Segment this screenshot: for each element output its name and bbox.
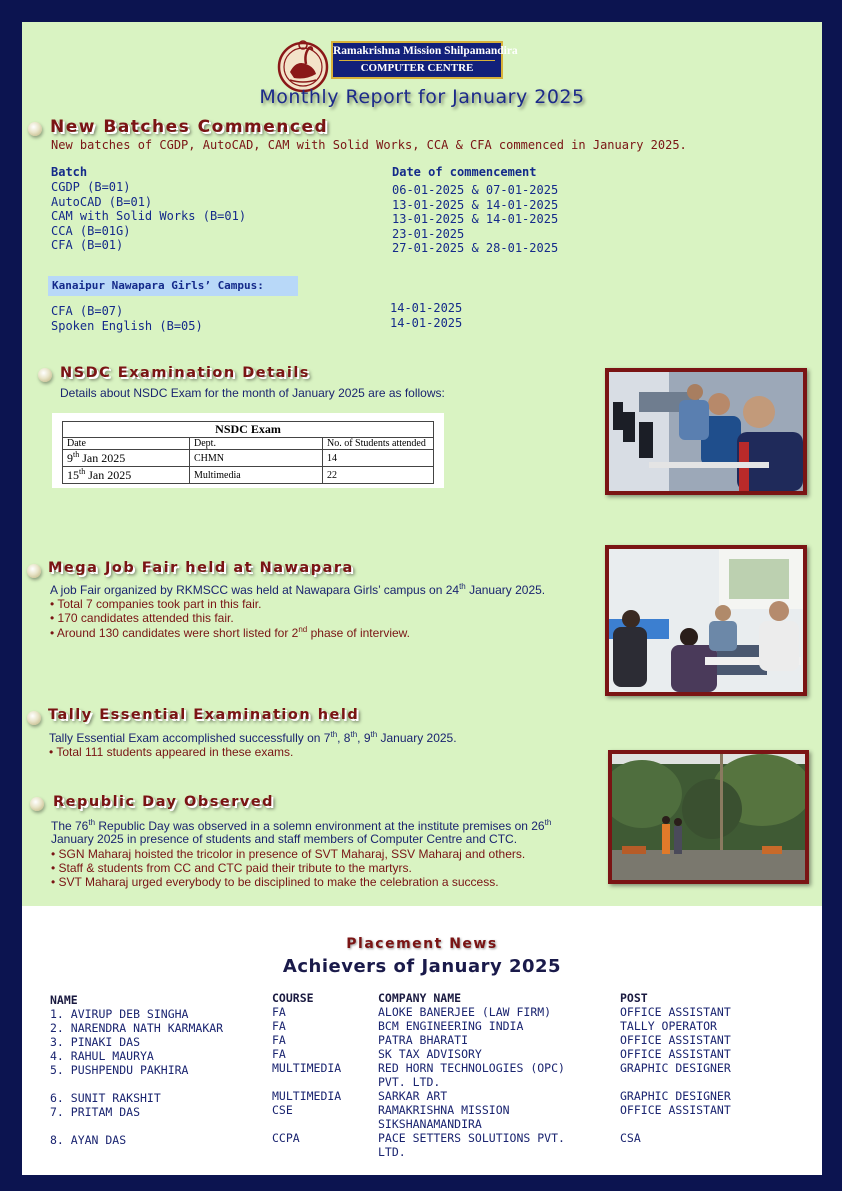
achiever-company: PACE SETTERS SOLUTIONS PVT. [378,1131,565,1145]
section-bullet-icon [27,711,41,725]
post-col-header: POST [620,991,648,1005]
superscript: th [370,730,378,739]
batch-name: AutoCAD (B=01) [51,194,153,209]
republic-day-photo [608,750,809,884]
job-fair-bullet: • Total 7 companies took part in this fair. [50,597,262,611]
nsdc-date-day: 15 [67,468,79,482]
row-spacer [272,1117,341,1131]
campus-batch-name: CFA (B=07) [51,304,124,318]
nsdc-date-cell [63,450,190,467]
campus-batch-list [51,304,203,333]
job-fair-bullet-text: • Around 130 candidates were short listed for 2 [50,626,299,640]
batch-name: CCA (B=01G) [51,223,131,238]
tally-line [49,730,457,745]
achiever-name: 4. RAHUL MAURYA [50,1049,154,1063]
nsdc-count-cell: 14 [323,450,434,467]
batch-date: 27-01-2025 & 28-01-2025 [392,241,559,255]
achiever-company: SK TAX ADVISORY [378,1047,482,1061]
company-col-header: COMPANY NAME [378,991,462,1005]
achiever-name: 2. NARENDRA NATH KARMAKAR [50,1021,224,1035]
campus-label-box [48,276,298,296]
nsdc-date-day: 9 [67,451,73,465]
achiever-post: GRAPHIC DESIGNER [620,1061,731,1075]
achiever-name: 8. AYAN DAS [50,1133,127,1147]
campus-batch-date: 14-01-2025 [390,301,463,315]
course-col-header: COURSE [272,991,314,1005]
org-sub: COMPUTER CENTRE [360,62,474,74]
achiever-name: 3. PINAKI DAS [50,1035,141,1049]
nsdc-dept-cell: Multimedia [190,467,323,484]
achiever-course: FA [272,1019,286,1033]
batch-date: 06-01-2025 & 07-01-2025 [392,183,559,197]
republic-bullet: • SVT Maharaj urged everybody to be disciplined to make the celebration a success. [51,875,499,889]
superscript: th [88,818,96,827]
job-fair-bullet: • 170 candidates attended this fair. [50,611,234,625]
republic-heading: Republic Day Observed [53,794,275,810]
achiever-company: SARKAR ART [378,1089,448,1103]
nsdc-table [62,421,434,484]
placement-posts [620,991,731,1145]
job-fair-heading: Mega Job Fair held at Nawapara [48,560,354,576]
placement-courses [272,991,341,1145]
tally-bullet: • Total 111 students appeared in these exams. [49,745,294,759]
tally-text: , 8 [337,731,351,745]
new-batches-heading: New Batches Commenced [50,117,329,137]
achiever-post: OFFICE ASSISTANT [620,1033,731,1047]
org-name: Ramakrishna Mission Shilpamandira [333,45,518,57]
achiever-course: MULTIMEDIA [272,1061,342,1075]
batch-name: CAM with Solid Works (B=01) [51,209,247,223]
achiever-course: FA [272,1005,286,1019]
nsdc-count-cell: 22 [323,467,434,484]
achiever-name: 7. PRITAM DAS [50,1105,141,1119]
campus-label: Kanaipur Nawapara Girls’ Campus: [52,279,264,292]
nsdc-table-title: NSDC Exam [63,422,434,438]
org-divider [339,60,495,61]
row-spacer [620,1075,731,1089]
date-col-header: Date of commencement [392,165,537,179]
nsdc-date-cell [63,467,190,484]
achiever-post: OFFICE ASSISTANT [620,1103,731,1117]
achiever-name: 5. PUSHPENDU PAKHIRA [50,1063,189,1077]
republic-bullet: • SGN Maharaj hoisted the tricolor in presence of SVT Maharaj, SSV Maharaj and others. [51,847,526,861]
tally-heading: Tally Essential Examination held [48,707,360,723]
nsdc-intro: Details about NSDC Exam for the month of January 2025 are as follows: [60,386,445,400]
row-spacer [620,1117,731,1131]
nsdc-date-rest: Jan 2025 [85,468,132,482]
batch-list [51,180,246,253]
superscript: th [544,818,552,827]
section-bullet-icon [28,122,42,136]
republic-line: January 2025 in presence of students and staff members of Computer Centre and CTC. [51,832,518,846]
achiever-post: TALLY OPERATOR [620,1019,717,1033]
republic-text: Republic Day was observed in a solemn environment at the institute premises on 26 [95,819,545,833]
achiever-company: RED HORN TECHNOLOGIES (OPC) [378,1061,565,1075]
campus-batch-name: Spoken English (B=05) [51,318,203,333]
achiever-company-cont: PVT. LTD. [378,1075,441,1089]
placement-companies [378,991,565,1159]
achiever-company-cont: LTD. [378,1145,406,1159]
nsdc-col-header: Dept. [190,438,323,450]
placement-heading: Placement News [346,936,498,952]
achiever-course: CCPA [272,1131,300,1145]
report-page [22,22,822,1175]
job-fair-intro-text: A job Fair organized by RKMSCC was held at Nawapara Girls’ campus on 24 [50,583,460,597]
achiever-name: 1. AVIRUP DEB SINGHA [50,1007,189,1021]
achievers-heading: Achievers of January 2025 [282,956,562,977]
achiever-course: FA [272,1047,286,1061]
republic-line [51,818,551,833]
superscript: nd [298,625,308,634]
row-spacer [50,1077,223,1091]
achiever-name: 6. SUNIT RAKSHIT [50,1091,161,1105]
row-spacer [272,1075,341,1089]
section-bullet-icon [27,564,41,578]
job-fair-bullet-text: phase of interview. [307,626,410,640]
batch-col-header: Batch [51,165,88,179]
tally-text: Tally Essential Exam accomplished successfully on 7 [49,731,331,745]
nsdc-date-sup: th [79,467,86,476]
nsdc-date-rest: Jan 2025 [79,451,126,465]
batch-date: 13-01-2025 & 14-01-2025 [392,212,559,226]
table-row [63,467,434,484]
achiever-course: MULTIMEDIA [272,1089,342,1103]
achiever-company-cont: SIKSHANAMANDIRA [378,1117,482,1131]
achiever-post: OFFICE ASSISTANT [620,1005,731,1019]
achiever-post: CSA [620,1131,641,1145]
achiever-post: OFFICE ASSISTANT [620,1047,731,1061]
superscript: th [459,582,466,591]
superscript: th [350,730,358,739]
campus-batch-date: 14-01-2025 [390,315,463,330]
new-batches-intro: New batches of CGDP, AutoCAD, CAM with Solid Works, CCA & CFA commenced in January 2025. [51,138,687,152]
name-col-header: NAME [50,993,78,1007]
republic-text: The 76 [51,819,89,833]
section-bullet-icon [30,797,44,811]
section-bullet-icon [38,368,52,382]
achiever-company: RAMAKRISHNA MISSION [378,1103,510,1117]
nsdc-date-sup: th [73,450,80,459]
superscript: th [330,730,338,739]
nsdc-table-card [52,413,444,488]
achiever-post: GRAPHIC DESIGNER [620,1089,731,1103]
job-fair-photo [605,545,807,696]
achiever-company: PATRA BHARATI [378,1033,469,1047]
republic-bullet: • Staff & students from CC and CTC paid their tribute to the martyrs. [51,861,412,875]
batch-name: CFA (B=01) [51,238,124,252]
batch-name: CGDP (B=01) [51,180,131,194]
report-title: Monthly Report for January 2025 [259,86,585,108]
nsdc-exam-photo [605,368,807,495]
org-banner [331,41,518,79]
batch-date: 13-01-2025 & 14-01-2025 [392,197,559,212]
achiever-course: CSE [272,1103,293,1117]
achiever-company: ALOKE BANERJEE (LAW FIRM) [378,1005,552,1019]
tally-text: , 9 [357,731,371,745]
job-fair-intro [50,582,545,597]
placement-names [50,993,223,1147]
nsdc-heading: NSDC Examination Details [60,365,310,381]
nsdc-dept-cell: CHMN [190,450,323,467]
date-list [392,183,558,256]
placement-section [22,906,822,1175]
achiever-course: FA [272,1033,286,1047]
table-row [63,450,434,467]
campus-date-list [390,301,462,330]
nsdc-col-header: No. of Students attended [323,438,434,450]
tally-text: January 2025. [377,731,457,745]
achiever-company: BCM ENGINEERING INDIA [378,1019,524,1033]
batch-date: 23-01-2025 [392,226,465,241]
job-fair-bullet [50,625,410,640]
row-spacer [50,1119,223,1133]
nsdc-col-header: Date [63,438,190,450]
job-fair-intro-text: January 2025. [465,583,546,597]
